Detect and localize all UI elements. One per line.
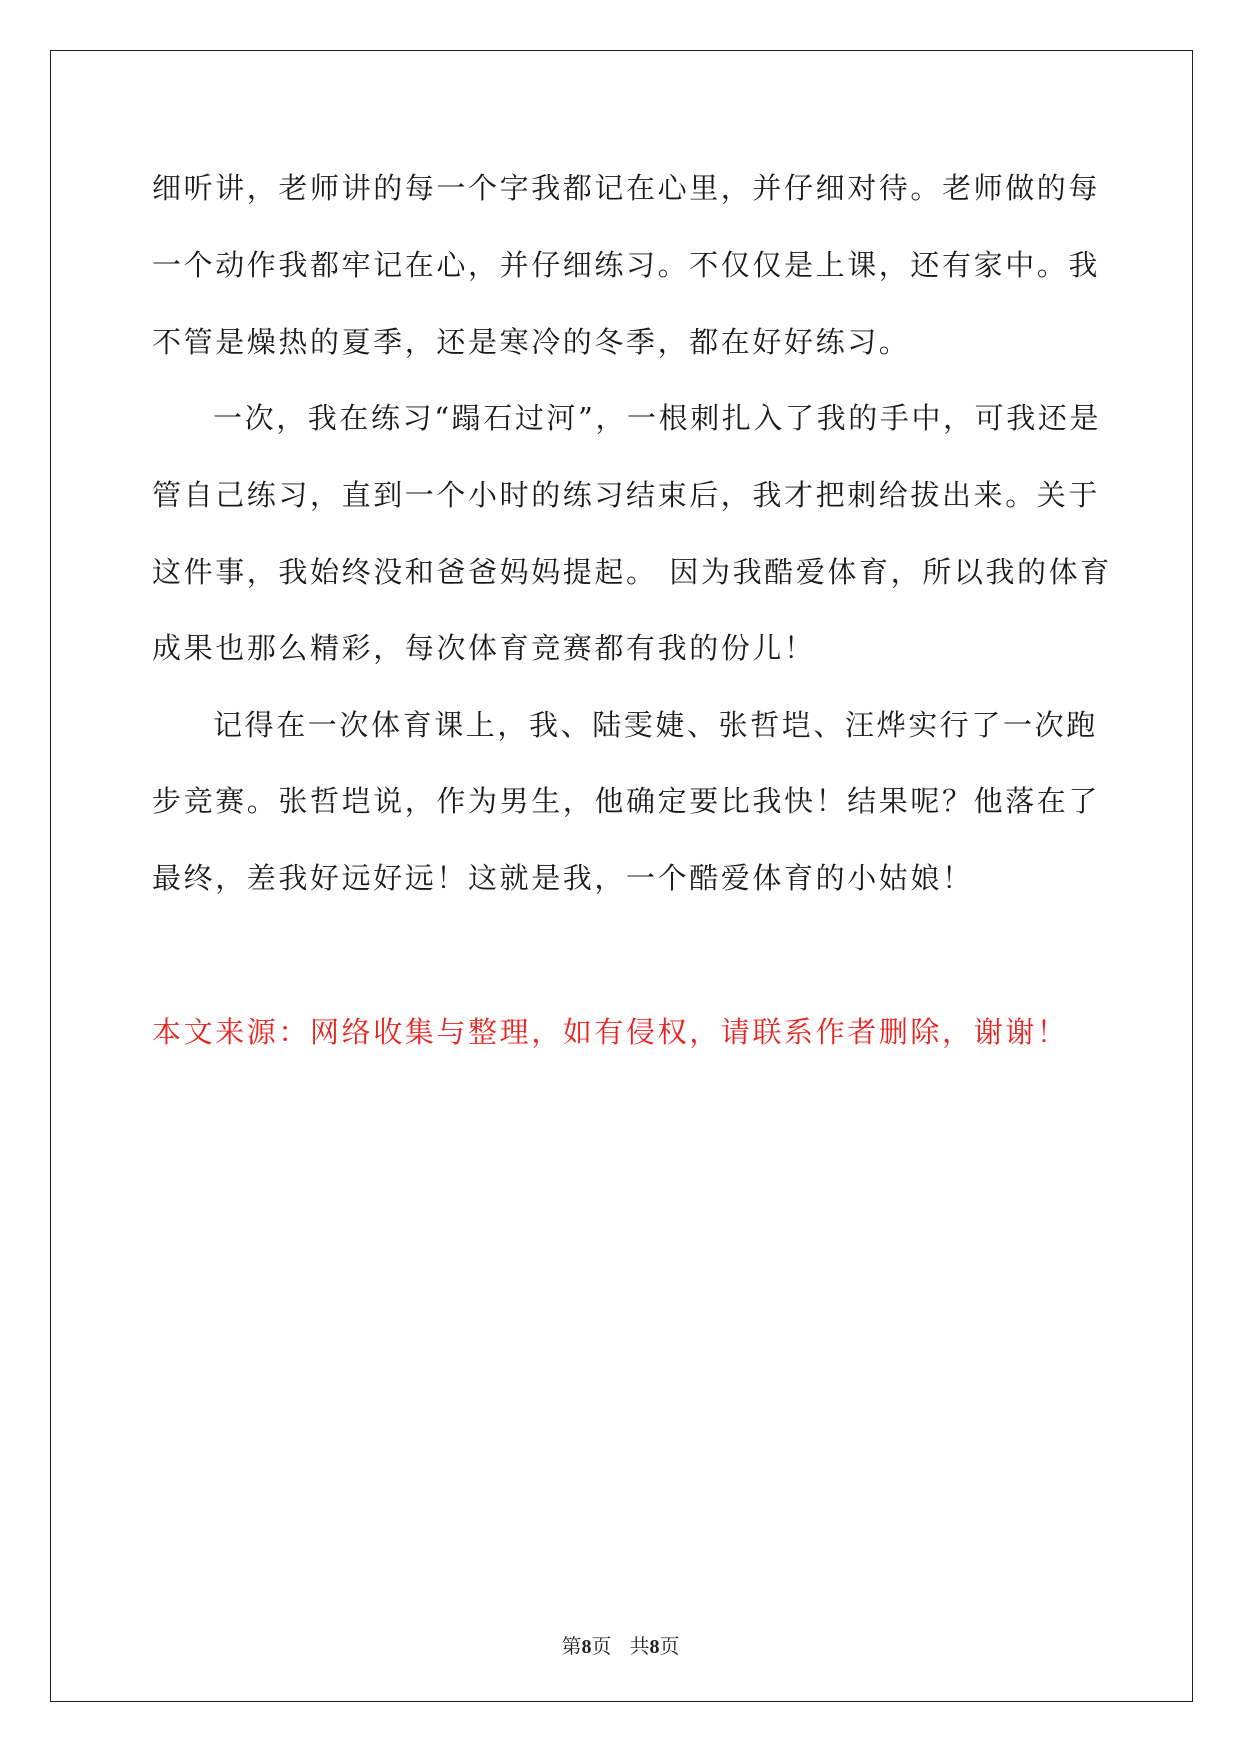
- body-line-3: 不管是燥热的夏季，还是寒冷的冬季，都在好好练习。: [152, 325, 911, 359]
- page-number: 8: [581, 1636, 592, 1658]
- page-prefix: 第: [561, 1636, 582, 1658]
- body-line-1: 细听讲，老师讲的每一个字我都记在心里，并仔细对待。老师做的每: [152, 171, 1101, 205]
- page-suffix: 页: [591, 1636, 612, 1658]
- body-line-2: 一个动作我都牢记在心，并仔细练习。不仅仅是上课，还有家中。我: [152, 248, 1101, 282]
- body-line-6: 这件事，我始终没和爸爸妈妈提起。 因为我酷爱体育，所以我的体育: [152, 555, 1112, 589]
- body-line-10: 最终，差我好远好远！这就是我，一个酷爱体育的小姑娘！: [152, 861, 974, 895]
- body-line-5: 管自己练习，直到一个小时的练习结束后，我才把刺给拔出来。关于: [152, 478, 1101, 512]
- body-line-8: 记得在一次体育课上，我、陆雯婕、张哲垲、汪烨实行了一次跑: [213, 708, 1098, 742]
- body-line-7: 成果也那么精彩，每次体育竞赛都有我的份儿！: [152, 631, 816, 665]
- total-suffix: 页: [659, 1636, 680, 1658]
- total-prefix: 共: [629, 1636, 650, 1658]
- body-line-4: 一次，我在练习“蹋石过河”，一根刺扎入了我的手中，可我还是: [213, 401, 1102, 435]
- page-footer: [0, 1630, 1241, 1659]
- source-note: 本文来源：网络收集与整理，如有侵权，请联系作者删除，谢谢！: [152, 1015, 1069, 1049]
- body-line-9: 步竞赛。张哲垲说，作为男生，他确定要比我快！结果呢？他落在了: [152, 784, 1101, 818]
- total-pages: 8: [649, 1636, 660, 1658]
